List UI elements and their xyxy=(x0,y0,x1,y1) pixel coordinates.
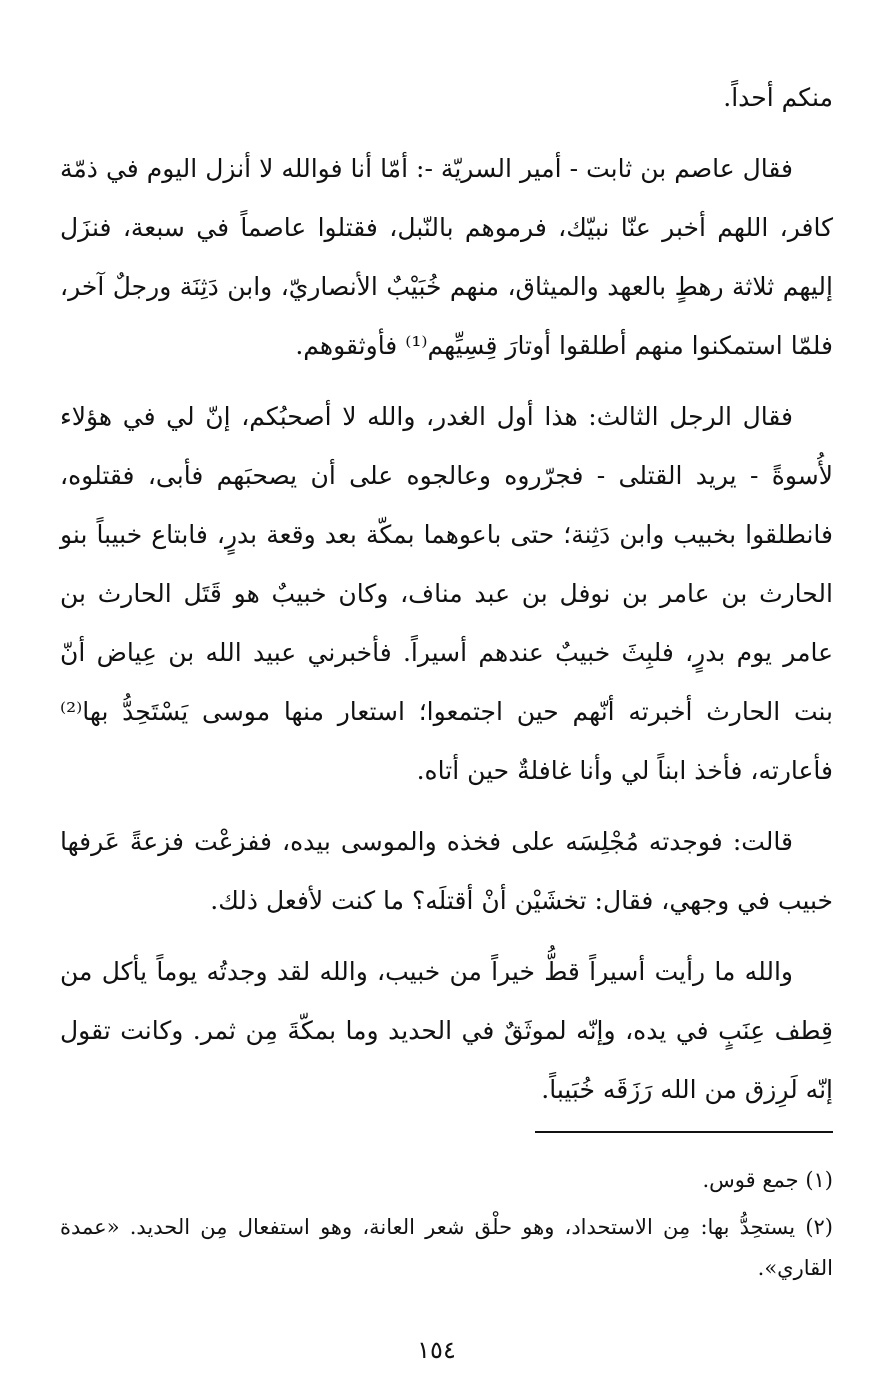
footnote-2: (٢) يستحِدُّ بها: مِن الاستحداد، وهو حلْق شعر العانة، وهو استفعال مِن الحديد. «عمدة القاري». xyxy=(60,1215,833,1280)
footnote-1: (١) جمع قوس. xyxy=(702,1168,833,1192)
paragraph-4: قالت: فوجدته مُجْلِسَه على فخذه والموسى بيده، ففزعْت فزعةً عَرفها خبيب في وجهي، فقال: تخشَيْن أنْ أقتلَه؟ ما كنت لأفعل ذلك. xyxy=(60,827,833,915)
paragraph-1: منكم أحداً. xyxy=(723,83,833,112)
footnote-separator xyxy=(535,1131,833,1133)
page-number: ١٥٤ xyxy=(417,1336,456,1364)
paragraph-2: فقال عاصم بن ثابت - أمير السريّة -: أمّا أنا فوالله لا أنزل اليوم في ذمّة كافر، اللهم أخبر عنّا نبيّك، فرموهم بالنّبل، فقتلوا عاصماً في سبعة، فنزَل إليهم ثلاثة رهطٍ بالعهد والميثاق، منهم خُبَيْبٌ الأنصاريّ، وابن دَثِنَة ورجلٌ آخر، فلمّا استمكنوا منهم أطلقوا أوتارَ قِسِيِّهم⁽¹⁾ فأوثقوهم. xyxy=(60,154,833,360)
main-text xyxy=(60,68,833,1131)
paragraph-5: والله ما رأيت أسيراً قطُّ خيراً من خبيب، والله لقد وجدتُه يوماً يأكل من قِطف عِنَبٍ في يده، وإنّه لموثَقٌ في الحديد وما بمكّةَ مِن ثمر. وكانت تقول إنّه لَرِزق من الله رَزَقَه خُبَيباً. xyxy=(60,957,833,1104)
footnotes xyxy=(60,1160,833,1295)
paragraph-3: فقال الرجل الثالث: هذا أول الغدر، والله لا أصحبُكم، إنّ لي في هؤلاء لأُسوةً - يريد القتلى - فجرّروه وعالجوه على أن يصحبَهم فأبى، فقتلوه، فانطلقوا بخبيب وابن دَثِنة؛ حتى باعوهما بمكّة بعد وقعة بدرٍ، فابتاع خبيباً بنو الحارث بن عامر بن نوفل بن عبد مناف، وكان خبيبٌ هو قَتَل الحارث بن عامر يوم بدرٍ، فلبِثَ خبيبٌ عندهم أسيراً. فأخبرني عبيد الله بن عِياض أنّ بنت الحارث أخبرته أنّهم حين اجتمعوا؛ استعار منها موسى يَسْتَحِدُّ بها⁽²⁾ فأعارته، فأخذ ابناً لي وأنا غافلةٌ حين أتاه. xyxy=(60,402,833,785)
